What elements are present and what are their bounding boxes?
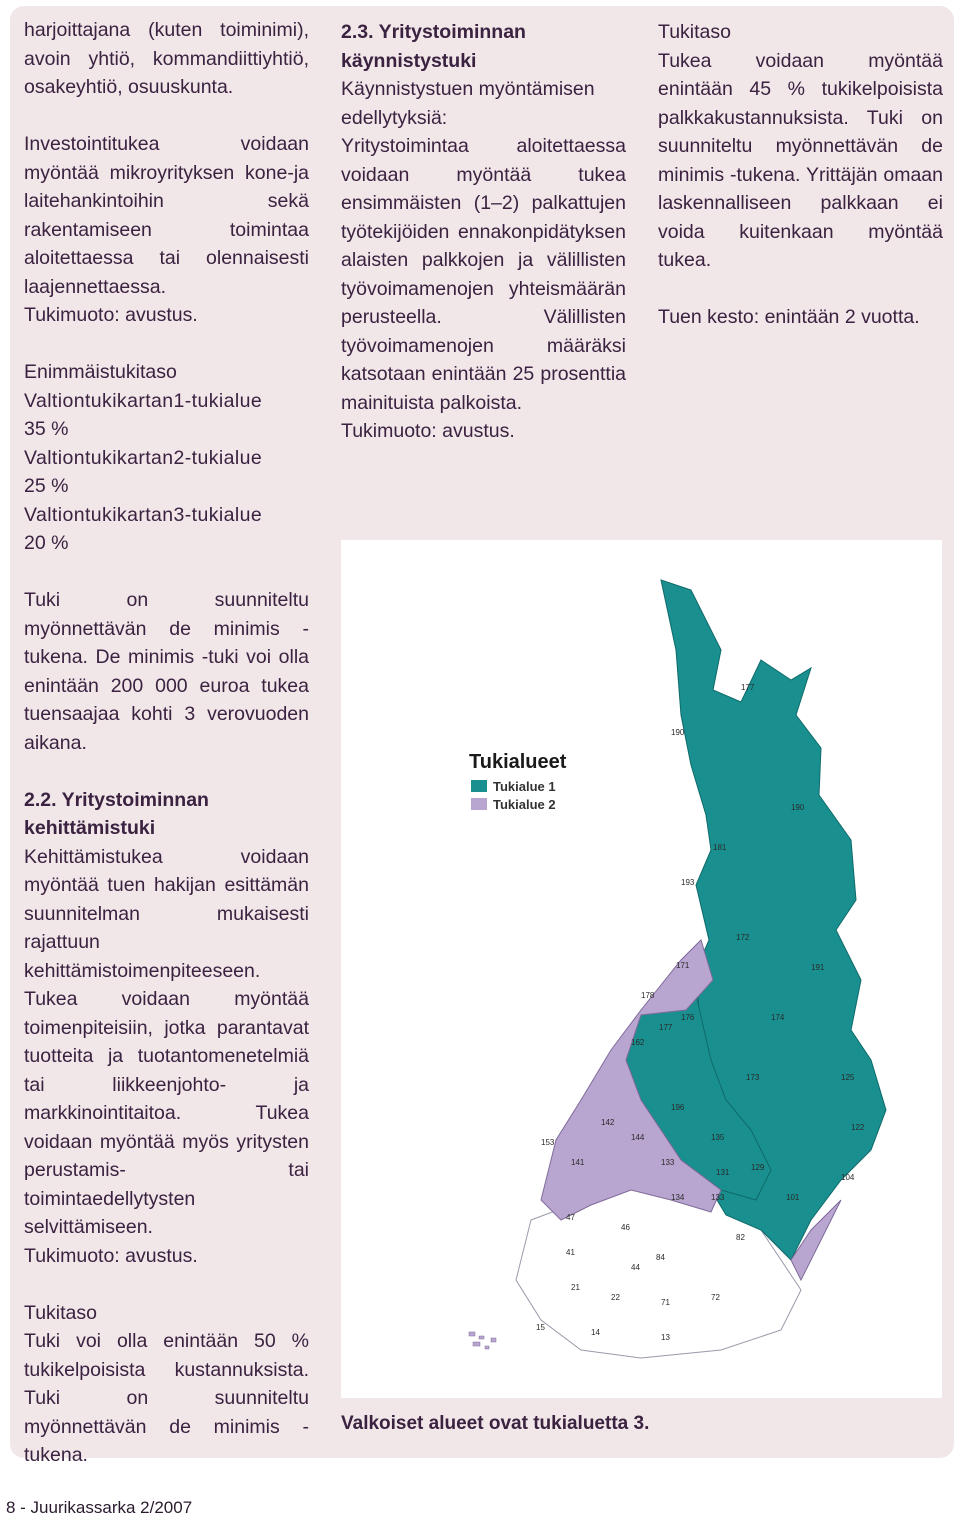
region-1-rate: 35 % (24, 418, 69, 440)
svg-text:171: 171 (676, 961, 690, 970)
map-caption: Valkoiset alueet ovat tukialuetta 3. (341, 1413, 650, 1434)
legend-swatch-zone-2 (471, 798, 487, 810)
svg-text:134: 134 (671, 1193, 685, 1202)
section-2-3-intro: Käynnistystuen myöntämisen edellytyksiä: (341, 78, 595, 129)
svg-text:176: 176 (681, 1013, 695, 1022)
svg-text:190: 190 (671, 728, 685, 737)
svg-text:14: 14 (591, 1328, 600, 1337)
de-minimis-text: Tuki on suunniteltu myönnettävän de minimis -tukena. De minimis -tuki voi olla enintään 200 000 euroa tukea tuensaajaa kohti 3 verovuoden aikana. (24, 589, 309, 754)
section-2-3-form: Tukimuoto: avustus. (341, 420, 515, 442)
svg-text:173: 173 (746, 1073, 760, 1082)
section-2-2-title: 2.2. Yritystoiminnan kehittämistuki (24, 788, 209, 839)
svg-text:41: 41 (566, 1248, 575, 1257)
svg-text:178: 178 (641, 991, 655, 1000)
legend-title: Tukialueet (469, 751, 567, 773)
column-3 (658, 18, 943, 332)
svg-text:21: 21 (571, 1283, 580, 1292)
svg-text:131: 131 (716, 1168, 730, 1177)
svg-text:190: 190 (791, 803, 805, 812)
column-1 (24, 16, 309, 1470)
svg-text:104: 104 (841, 1173, 855, 1182)
investment-aid-text: Investointitukea voidaan myöntää mikroyrityksen kone-ja laitehankintoihin sekä rakentamiseen toimintaa aloitettaessa tai olennaisesti laajennettaessa. (24, 133, 309, 298)
finland-map (341, 540, 942, 1398)
region-2-name: Valtiontukikartan2-tukialue (24, 446, 263, 469)
tukitaso-body-1: Tuki voi olla enintään 50 % tukikelpoisista kustannuksista. Tuki on suunniteltu myönnettävän de minimis -tukena. (24, 1330, 309, 1466)
tukitaso-heading-2: Tukitaso (658, 21, 731, 43)
svg-text:15: 15 (536, 1323, 545, 1332)
region-2-rate: 25 % (24, 475, 69, 497)
svg-text:172: 172 (736, 933, 750, 942)
svg-text:196: 196 (671, 1103, 685, 1112)
svg-text:181: 181 (713, 843, 727, 852)
tukitaso-body-2: Tukea voidaan myöntää enintään 45 % tukikelpoisista palkkakustannuksista. Tuki on suunniteltu myönnettävän de minimis -tukena. Yrittäjän omaan laskennalliseen palkkaan ei voida kuitenkaan myöntää tukea. (658, 49, 943, 271)
max-aid-heading: Enimmäistukitaso (24, 361, 177, 383)
aid-duration-text: Tuen kesto: enintään 2 vuotta. (658, 306, 920, 328)
svg-text:22: 22 (611, 1293, 620, 1302)
region-1-name: Valtiontukikartan1-tukialue (24, 389, 263, 412)
svg-text:191: 191 (811, 963, 825, 972)
investment-aid-form: Tukimuoto: avustus. (24, 304, 198, 326)
legend-label-zone-2: Tukialue 2 (493, 797, 556, 812)
section-2-3-body: Yritystoimintaa aloitettaessa voidaan myöntää tukea ensimmäisten (1–2) palkattujen työtekijöiden ennakonpidätyksen alaisten palkkojen ja välillisten työvoimamenojen yhteismäärän perusteella. Välillisten työvoimamenojen määräksi katsotaan enintään 25 prosenttia mainituista palkoista. (341, 135, 626, 414)
region-3-name: Valtiontukikartan3-tukialue (24, 503, 263, 526)
svg-text:174: 174 (771, 1013, 785, 1022)
svg-text:72: 72 (711, 1293, 720, 1302)
svg-text:141: 141 (571, 1158, 585, 1167)
legend-label-zone-1: Tukialue 1 (493, 779, 556, 794)
column-2 (341, 18, 626, 446)
svg-text:193: 193 (681, 878, 695, 887)
svg-text:135: 135 (711, 1133, 725, 1142)
svg-text:129: 129 (751, 1163, 765, 1172)
section-2-2-body: Kehittämistukea voidaan myöntää tuen hakijan esittämän suunnitelman mukaisesti rajattuun kehittämistoimenpiteeseen. Tukea voidaan myöntää toimenpiteisiin, jotka parantavat tuotteita ja tuotantomenetelmiä tai liikkeenjohto- ja markkinointitaitoa. Tukea voidaan myöntää myös yritysten perustamis- tai toimintaedellytysten selvittämiseen. (24, 845, 309, 1238)
svg-text:82: 82 (736, 1233, 745, 1242)
svg-text:162: 162 (631, 1038, 645, 1047)
eligibility-text: harjoittajana (kuten toiminimi), avoin yhtiö, kommandiittiyhtiö, osakeyhtiö, osuuskunta. (24, 19, 309, 98)
section-2-3-title: 2.3. Yritystoiminnan käynnistystuki (341, 21, 526, 72)
svg-text:153: 153 (541, 1138, 555, 1147)
svg-text:133: 133 (661, 1158, 675, 1167)
legend-swatch-zone-1 (471, 780, 487, 792)
svg-text:47: 47 (566, 1213, 575, 1222)
svg-text:84: 84 (656, 1253, 665, 1262)
region-3-rate: 20 % (24, 532, 69, 554)
svg-text:125: 125 (841, 1073, 855, 1082)
svg-text:177: 177 (659, 1023, 673, 1032)
svg-text:101: 101 (786, 1193, 800, 1202)
svg-text:144: 144 (631, 1133, 645, 1142)
support-regions-map (341, 540, 942, 1398)
svg-text:13: 13 (661, 1333, 670, 1342)
svg-text:46: 46 (621, 1223, 630, 1232)
svg-text:44: 44 (631, 1263, 640, 1272)
svg-text:133: 133 (711, 1193, 725, 1202)
svg-text:177: 177 (741, 683, 755, 692)
svg-text:142: 142 (601, 1118, 615, 1127)
svg-text:71: 71 (661, 1298, 670, 1307)
map-legend (469, 751, 567, 812)
page-footer: 8 - Juurikassarka 2/2007 (6, 1498, 193, 1517)
aland-islands (469, 1332, 496, 1349)
tukitaso-heading-1: Tukitaso (24, 1301, 97, 1324)
section-2-2-form: Tukimuoto: avustus. (24, 1244, 198, 1267)
svg-text:122: 122 (851, 1123, 865, 1132)
